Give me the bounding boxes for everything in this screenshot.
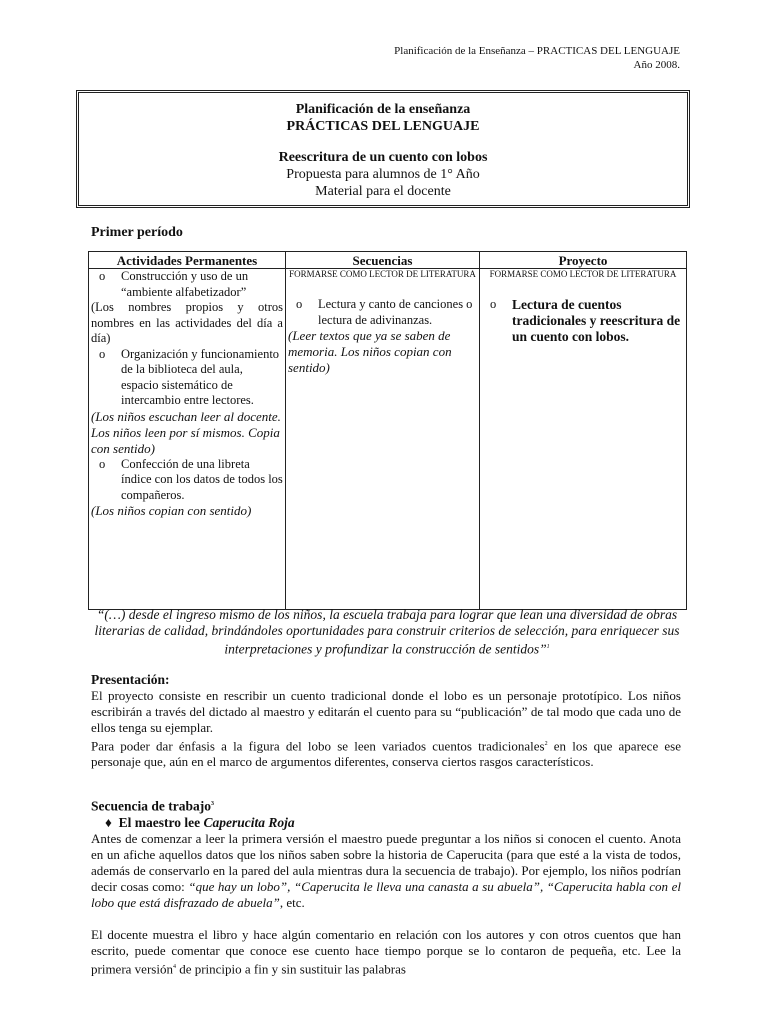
list-item xyxy=(91,269,283,300)
page-header xyxy=(394,44,680,72)
activity-2-note: (Los niños escuchan leer al docente. Los niños leen por sí mismos. Copia con sentido) xyxy=(91,408,281,456)
activity-3: Confección de una libreta índice con los datos de todos los compañeros. xyxy=(121,456,283,502)
quote-text: “(…) desde el ingreso mismo de los niños, la escuela trabaja para lograr que lean una diversidad de obras literarias de calidad, brindándoles oportunidades para construir criterios de selección, para enriquecer sus interpretaciones y profundizar la construcción de sentidos” xyxy=(94,607,680,657)
secuencia-1-note: (Leer textos que ya se saben de memoria. Los niños copian con sentido) xyxy=(288,328,452,375)
bullet-marker: o xyxy=(99,269,106,283)
col-header-proyecto: Proyecto xyxy=(480,252,687,269)
secuencia-p1-examples: “que hay un lobo”, “Caperucita le lleva una canasta a su abuela”, “Caperucita habla con el lobo que está disfrazado de abuela” xyxy=(91,878,681,910)
title-line-2: PRÁCTICAS DEL LENGUAJE xyxy=(286,119,480,134)
quote-block xyxy=(92,607,682,658)
footnote-ref: 4 xyxy=(172,963,176,970)
secuencia-paragraph-2 xyxy=(91,927,681,977)
list-item xyxy=(91,457,283,504)
presentacion-paragraph-2 xyxy=(91,736,681,770)
secuencia-1: Lectura y canto de canciones o lectura de adivinanzas. xyxy=(318,297,473,327)
cell-secuencias xyxy=(286,269,480,610)
title-line-1: Planificación de la enseñanza xyxy=(295,102,471,117)
footnote-ref: 1 xyxy=(546,644,550,650)
title-line-3: Reescritura de un cuento con lobos xyxy=(278,150,488,165)
presentacion-p2-rest: en los que aparece ese personaje que, aún en el marco de argumentos diferentes, conserva ciertos rasgos característicos. xyxy=(91,738,681,770)
secuencias-caption: FORMARSE COMO LECTOR DE LITERATURA xyxy=(289,269,476,279)
footnote-ref: 2 xyxy=(544,741,548,747)
list-item xyxy=(482,297,684,345)
header-line-2: Año 2008. xyxy=(633,59,680,71)
title-box xyxy=(76,90,690,208)
presentacion-heading: Presentación: xyxy=(91,672,170,687)
cell-proyecto xyxy=(480,269,687,610)
diamond-bullet-icon: ♦ xyxy=(105,814,112,830)
title-line-4: Propuesta para alumnos de 1° Año xyxy=(286,167,480,182)
title-line-5: Material para el docente xyxy=(315,184,451,199)
secuencia-p2-text: El docente muestra el libro y hace algún comentario en relación con los autores y con otros cuentos que han escrito, puede comentar que conoce ese cuento hace tiempo porque se lo contaron de pequeña, etc. Lee la primera versión xyxy=(91,926,681,976)
proyecto-1: Lectura de cuentos tradicionales y reescritura de un cuento con lobos. xyxy=(512,297,681,344)
header-line-1: Planificación de la Enseñanza – PRACTICAS DEL LENGUAJE xyxy=(394,45,680,57)
presentacion-section xyxy=(91,672,681,770)
secuencia-section xyxy=(91,796,681,977)
secuencia-p1-end: , etc. xyxy=(279,894,305,910)
table-header-row xyxy=(89,252,687,269)
planning-table xyxy=(88,251,687,610)
bullet-marker: o xyxy=(296,297,303,311)
proyecto-caption: FORMARSE COMO LECTOR DE LITERATURA xyxy=(489,269,677,279)
activity-1-note: (Los nombres propios y otros nombres en las actividades del día a día) xyxy=(91,300,283,345)
presentacion-p2-text: Para poder dar énfasis a la figura del lobo se leen variados cuentos tradicionales xyxy=(91,738,545,754)
secuencia-p2-rest: de principio a fin y sin sustituir las palabras xyxy=(175,960,406,976)
story-title: Caperucita Roja xyxy=(203,814,295,830)
cell-actividades xyxy=(89,269,286,610)
secuencia-heading xyxy=(91,796,681,815)
table-body-row xyxy=(89,269,687,610)
subsection-heading xyxy=(105,815,681,831)
secuencia-paragraph-1 xyxy=(91,831,681,911)
activity-2: Organización y funcionamiento de la biblioteca del aula, espacio sistemático de intercambio entre lectores. xyxy=(121,346,280,407)
list-item xyxy=(91,347,283,409)
footnote-ref: 3 xyxy=(210,801,214,807)
col-header-secuencias: Secuencias xyxy=(286,252,480,269)
secuencia-heading-text: Secuencia de trabajo xyxy=(91,798,211,814)
subheading-text: El maestro lee xyxy=(118,814,204,830)
presentacion-paragraph-1: El proyecto consiste en rescribir un cuento tradicional donde el lobo es un personaje prototípico. Los niños escribirán a través del dictado al maestro y editarán el cuento para su “publicación” de tal modo que cada uno de ellos tenga su ejemplar. xyxy=(91,688,681,735)
secuencia-p1-text: Antes de comenzar a leer la primera versión el maestro puede preguntar a los niños si conocen el cuento. Anota en un afiche aquellos datos que los niños saben sobre la historia de Caperucita (para que esté a la vista de todos, además de conservarlo en la pared del aula mientras dura la secuencia de trabajo). Por ejemplo, los niños podrían decir cosas como: xyxy=(91,830,681,894)
list-item xyxy=(288,297,477,328)
bullet-marker: o xyxy=(99,346,106,361)
col-header-actividades: Actividades Permanentes xyxy=(89,252,286,269)
period-heading: Primer período xyxy=(91,225,183,240)
bullet-marker: o xyxy=(490,297,497,311)
activity-1: Construcción y uso de un “ambiente alfabetizador” xyxy=(121,269,249,299)
activity-3-note: (Los niños copian con sentido) xyxy=(91,503,252,518)
bullet-marker: o xyxy=(99,456,106,471)
